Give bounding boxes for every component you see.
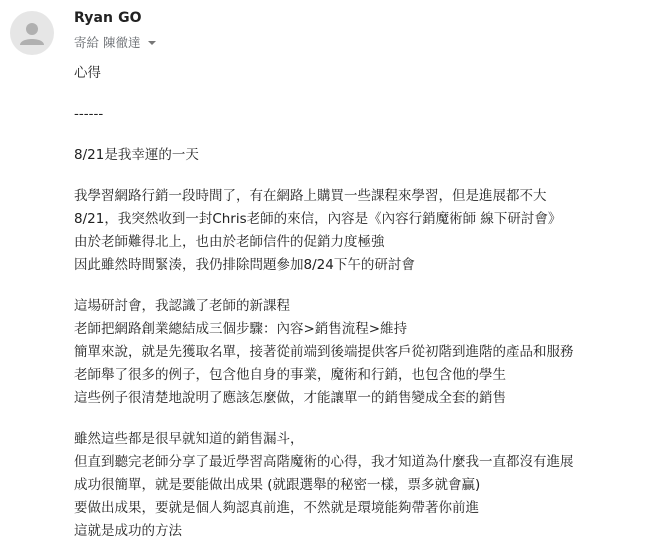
sender-name[interactable]: Ryan GO bbox=[74, 10, 142, 26]
body-line: 老師舉了很多的例子，包含他自身的事業，魔術和行銷，也包含他的學生 bbox=[74, 367, 506, 383]
body-line: 這些例子很清楚地說明了應該怎麼做，才能讓單一的銷售變成全套的銷售 bbox=[74, 390, 506, 406]
body-line: 這場研討會，我認識了老師的新課程 bbox=[74, 298, 290, 314]
body-line: 成功很簡單，就是要能做出成果 (就跟選舉的秘密一樣，票多就會贏) bbox=[74, 477, 481, 493]
body-line: 雖然這些都是很早就知道的銷售漏斗， bbox=[74, 431, 304, 447]
body-line: 8/21，我突然收到一封Chris老師的來信，內容是《內容行銷魔術師 線下研討會》 bbox=[74, 211, 562, 227]
body-line: ------ bbox=[74, 106, 104, 122]
avatar[interactable] bbox=[10, 11, 54, 55]
body-line: 這就是成功的方法 bbox=[74, 523, 182, 539]
recipient-name: 陳徹達 bbox=[103, 35, 141, 50]
body-line: 因此雖然時間緊湊，我仍排除問題參加8/24下午的研討會 bbox=[74, 257, 415, 273]
chevron-down-icon bbox=[148, 41, 156, 45]
body-line: 我學習網路行銷一段時間了，有在網路上購買一些課程來學習，但是進展都不大 bbox=[74, 188, 547, 204]
body-line: 但直到聽完老師分享了最近學習高階魔術的心得，我才知道為什麼我一直都沒有進展 bbox=[74, 454, 574, 470]
body-line: 老師把網路創業總結成三個步驟：內容>銷售流程>維持 bbox=[74, 321, 408, 337]
body-line: 簡單來說，就是先獲取名單，接著從前端到後端提供客戶從初階到進階的產品和服務 bbox=[74, 344, 574, 360]
body-line: 心得 bbox=[74, 65, 101, 81]
recipient-details-toggle[interactable] bbox=[74, 33, 156, 51]
message-body bbox=[74, 62, 644, 543]
to-prefix: 寄給 bbox=[74, 35, 100, 50]
body-line: 要做出成果，要就是個人夠認真前進，不然就是環境能夠帶著你前進 bbox=[74, 500, 479, 516]
body-line: 8/21是我幸運的一天 bbox=[74, 147, 199, 163]
body-line: 由於老師難得北上，也由於老師信件的促銷力度極強 bbox=[74, 234, 385, 250]
person-icon bbox=[10, 11, 54, 55]
